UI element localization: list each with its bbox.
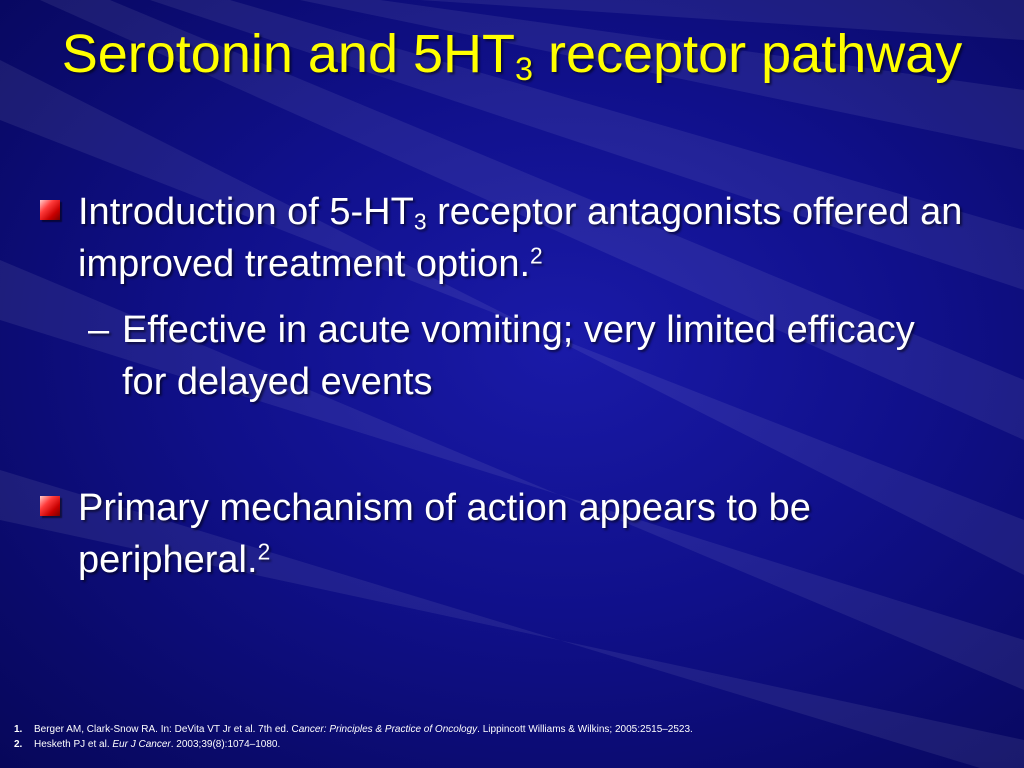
reference-item <box>14 722 1014 737</box>
title-subscript: 3 <box>515 51 534 88</box>
slide-title <box>40 22 984 86</box>
bullet-item <box>40 186 980 290</box>
citation-superscript: 2 <box>257 538 271 565</box>
reference-item <box>14 737 1014 752</box>
bullet-subscript: 3 <box>413 208 427 235</box>
reference-details: . Lippincott Williams & Wilkins; 2005:2515–2523. <box>477 724 693 735</box>
citation-superscript: 2 <box>530 242 543 269</box>
reference-authors: Berger AM, Clark-Snow RA. In: DeVita VT Jr et al. 7th ed. C <box>34 724 299 735</box>
bullet-item <box>40 482 980 586</box>
square-bullet-icon <box>40 200 60 220</box>
bullet-text-part: receptor antagonists offered an improved treatment option. <box>78 191 963 285</box>
reference-journal: Eur J Cancer <box>112 739 171 750</box>
reference-journal: ancer: Principles & Practice of Oncology <box>298 724 478 735</box>
bullet-text <box>78 186 980 290</box>
dash-bullet-icon: – <box>88 309 110 351</box>
bullet-text <box>78 482 980 586</box>
sub-bullet-text: Effective in acute vomiting; very limited efficacy for delayed events <box>122 309 915 403</box>
bullet-text-part: Primary mechanism of action appears to be peripheral. <box>78 487 811 581</box>
reference-number: 1. <box>14 724 23 735</box>
title-text: Serotonin and 5HT <box>61 24 516 84</box>
sub-bullet-item <box>88 304 968 408</box>
reference-authors: Hesketh PJ et al. <box>34 739 113 750</box>
title-text-end: receptor pathway <box>533 24 963 84</box>
bullet-text-part: Introduction of 5-HT <box>78 191 414 233</box>
square-bullet-icon <box>40 496 60 516</box>
reference-number: 2. <box>14 739 23 750</box>
references <box>14 722 1014 752</box>
reference-details: . 2003;39(8):1074–1080. <box>170 739 281 750</box>
